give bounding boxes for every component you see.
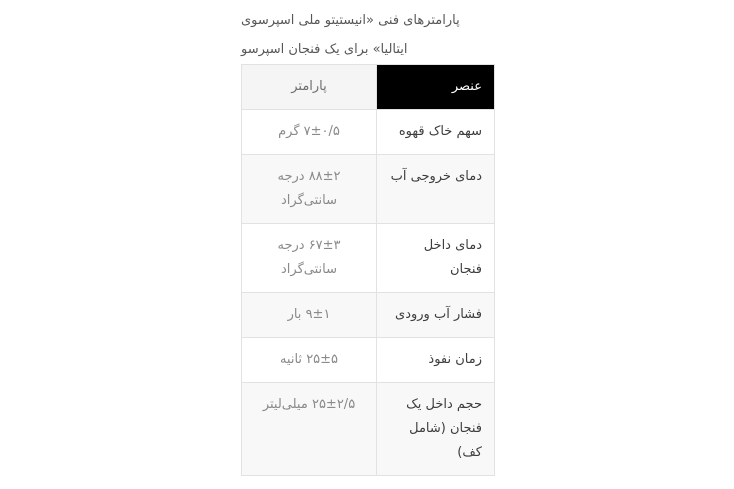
article-fragment xyxy=(241,6,495,476)
element-cell: زمان نفوذ xyxy=(377,338,495,383)
value-number: ۸۸±۲ xyxy=(308,169,341,184)
value-number: ۲۵±۵ xyxy=(306,352,339,367)
value-unit: ثانیه xyxy=(279,352,303,367)
value-number: ۹±۱ xyxy=(305,307,331,322)
table-row xyxy=(242,110,495,155)
value-cell xyxy=(242,338,377,383)
value-unit: درجه سانتی‌گراد xyxy=(277,238,337,277)
column-header-element: عنصر xyxy=(377,65,495,110)
value-number: ۷±۰/۵ xyxy=(303,124,340,139)
value-number: ۲۵±۲/۵ xyxy=(311,397,356,412)
table-row xyxy=(242,383,495,476)
column-header-parameter: پارامتر xyxy=(242,65,377,110)
value-cell xyxy=(242,155,377,224)
value-cell xyxy=(242,224,377,293)
value-unit: گرم xyxy=(278,124,300,139)
value-unit: میلی‌لیتر xyxy=(262,397,308,412)
element-cell: دمای داخل فنجان xyxy=(377,224,495,293)
value-unit: درجه سانتی‌گراد xyxy=(277,169,337,208)
value-number: ۶۷±۳ xyxy=(308,238,341,253)
value-cell xyxy=(242,383,377,476)
table-row xyxy=(242,293,495,338)
table-row xyxy=(242,338,495,383)
value-unit: بار xyxy=(287,307,302,322)
table-row xyxy=(242,224,495,293)
espresso-parameters-table xyxy=(241,64,495,476)
element-cell: سهم خاک قهوه xyxy=(377,110,495,155)
value-cell xyxy=(242,293,377,338)
page-title: پارامترهای فنی «انیستیتو ملی اسپرسوی ایتالیا» برای یک فنجان اسپرسو xyxy=(241,13,460,57)
element-cell: حجم داخل یک فنجان (شامل کف) xyxy=(377,383,495,476)
table-row xyxy=(242,155,495,224)
value-cell xyxy=(242,110,377,155)
element-cell: دمای خروجی آب xyxy=(377,155,495,224)
element-cell: فشار آب ورودی xyxy=(377,293,495,338)
table-header-row xyxy=(242,65,495,110)
